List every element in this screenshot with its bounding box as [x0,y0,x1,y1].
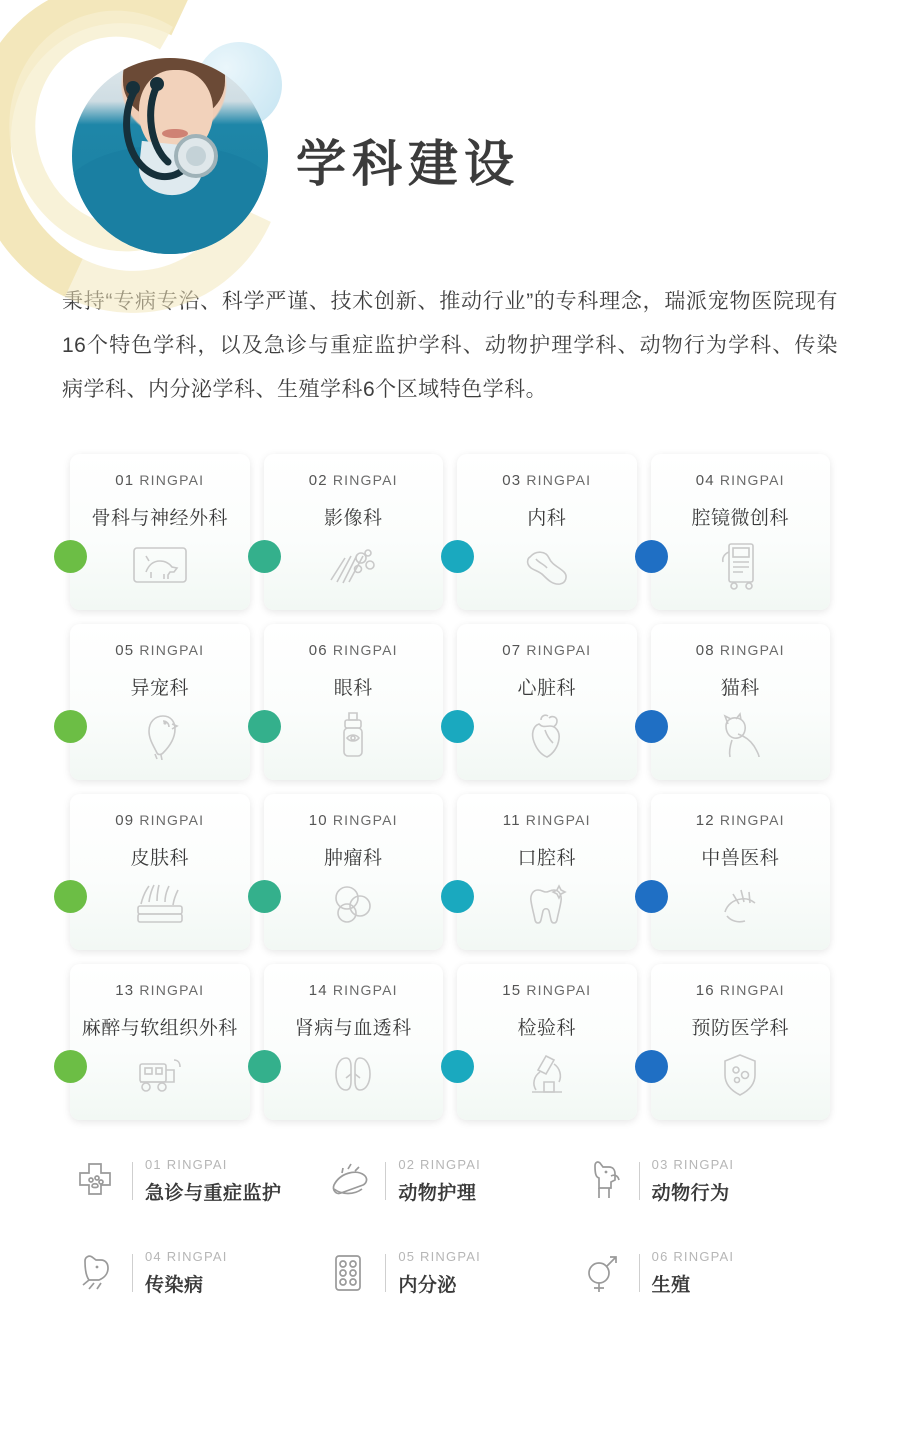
card-name: 预防医学科 [691,1018,789,1039]
card-number: 13 [115,982,135,999]
card-brand: RINGPAI [332,642,398,658]
department-card[interactable] [70,624,250,780]
acupuncture-hand-icon [651,878,831,932]
tumor-cells-icon [264,878,444,932]
regional-item[interactable] [577,1156,830,1206]
card-name: 内科 [527,508,567,529]
skin-layer-icon [70,878,250,932]
card-brand: RINGPAI [332,812,398,828]
card-name: 口腔科 [517,848,576,869]
card-code [457,472,637,489]
card-code [457,982,637,999]
card-name: 心脏科 [517,678,576,699]
card-code [651,472,831,489]
department-card[interactable] [264,624,444,780]
regional-specialty-list [70,1156,830,1298]
card-name: 异宠科 [130,678,189,699]
card-brand: RINGPAI [139,982,205,998]
regional-name: 急诊与重症监护 [145,1183,282,1204]
department-card[interactable] [70,454,250,610]
card-code [264,472,444,489]
card-number: 14 [308,982,328,999]
card-dot [441,540,474,573]
kidneys-icon [264,1048,444,1102]
card-code [457,812,637,829]
shield-virus-icon [651,1048,831,1102]
eye-drops-icon [264,708,444,762]
card-brand: RINGPAI [332,982,398,998]
regional-name: 动物行为 [651,1183,730,1204]
card-number: 03 [502,472,522,489]
dog-xray-icon [70,538,250,592]
card-brand: RINGPAI [719,642,785,658]
card-number: 11 [502,812,521,829]
card-number: 10 [308,812,328,829]
divider [132,1162,133,1200]
card-code [70,982,250,999]
stethoscope-icon [72,58,268,254]
card-code [70,472,250,489]
card-name: 肾病与血透科 [294,1018,412,1039]
department-card-grid [70,454,830,1120]
regional-code: 05 RINGPAI [398,1249,481,1264]
regional-item[interactable] [323,1248,576,1298]
card-number: 15 [502,982,522,999]
anesthesia-machine-icon [70,1048,250,1102]
regional-name: 内分泌 [398,1275,457,1296]
regional-name: 动物护理 [398,1183,477,1204]
card-name: 骨科与神经外科 [91,508,228,529]
card-brand: RINGPAI [526,642,592,658]
card-number: 06 [308,642,328,659]
card-dot [635,540,668,573]
card-number: 08 [695,642,715,659]
regional-name: 生殖 [651,1275,691,1296]
card-brand: RINGPAI [526,982,592,998]
card-dot [54,710,87,743]
regional-item[interactable] [323,1156,576,1206]
card-brand: RINGPAI [139,642,205,658]
intro-paragraph: 秉持“专病专治、科学严谨、技术创新、推动行业”的专科理念，瑞派宠物医院现有16个特色学科，以及急诊与重症监护学科、动物护理学科、动物行为学科、传染病学科、内分泌学科、生殖学科6个区域特色学科。 [62,290,838,401]
card-number: 04 [695,472,715,489]
reproduction-symbol-icon [577,1248,627,1298]
department-card[interactable] [264,964,444,1120]
emergency-cross-paw-icon [70,1156,120,1206]
card-code [264,642,444,659]
divider [385,1254,386,1292]
endoscopy-cart-icon [651,538,831,592]
card-name: 腔镜微创科 [691,508,789,529]
card-dot [635,710,668,743]
card-dot [441,1050,474,1083]
card-dot [635,1050,668,1083]
microscope-icon [457,1048,637,1102]
dog-behavior-icon [577,1156,627,1206]
veterinarian-photo [72,58,268,254]
card-code [651,812,831,829]
card-number: 12 [695,812,715,829]
department-card[interactable] [651,964,831,1120]
card-dot [441,710,474,743]
card-dot [248,1050,281,1083]
regional-code: 02 RINGPAI [398,1157,481,1172]
department-card[interactable] [651,794,831,950]
card-dot [248,710,281,743]
divider [639,1162,640,1200]
regional-code: 04 RINGPAI [145,1249,228,1264]
card-number: 16 [695,982,715,999]
card-dot [248,540,281,573]
card-code [264,982,444,999]
card-brand: RINGPAI [332,472,398,488]
card-dot [54,880,87,913]
card-code [70,812,250,829]
card-code [651,642,831,659]
internal-organ-icon [457,538,637,592]
department-card[interactable] [264,794,444,950]
department-card[interactable] [457,964,637,1120]
department-card[interactable] [70,964,250,1120]
imaging-scan-icon [264,538,444,592]
divider [132,1254,133,1292]
card-name: 眼科 [333,678,373,699]
card-name: 肿瘤科 [323,848,383,869]
card-brand: RINGPAI [719,472,785,488]
card-brand: RINGPAI [139,812,205,828]
card-code [457,642,637,659]
page-header [0,0,900,270]
department-card[interactable] [70,794,250,950]
department-card[interactable] [457,794,637,950]
page-title: 学科建设 [296,136,520,192]
card-code [70,642,250,659]
department-card[interactable] [457,624,637,780]
divider [385,1162,386,1200]
department-card[interactable] [457,454,637,610]
card-dot [635,880,668,913]
regional-item[interactable] [577,1248,830,1298]
grooming-hand-icon [323,1156,373,1206]
regional-code: 01 RINGPAI [145,1157,228,1172]
card-dot [441,880,474,913]
card-name: 麻醉与软组织外科 [81,1018,238,1039]
divider [639,1254,640,1292]
card-brand: RINGPAI [526,472,592,488]
regional-item[interactable] [70,1248,323,1298]
regional-code: 03 RINGPAI [651,1157,735,1172]
department-card[interactable] [651,454,831,610]
parrot-icon [70,708,250,762]
card-name: 中兽医科 [701,848,780,869]
card-name: 影像科 [323,508,383,529]
regional-item[interactable] [70,1156,323,1206]
card-code [651,982,831,999]
tooth-icon [457,878,637,932]
card-name: 猫科 [720,678,760,699]
card-brand: RINGPAI [719,812,785,828]
card-number: 05 [115,642,135,659]
card-dot [54,1050,87,1083]
regional-name: 传染病 [145,1275,204,1296]
card-number: 09 [115,812,135,829]
card-brand: RINGPAI [139,472,205,488]
card-number: 07 [502,642,522,659]
heart-anatomy-icon [457,708,637,762]
department-card[interactable] [264,454,444,610]
cat-icon [651,708,831,762]
endocrine-pills-icon [323,1248,373,1298]
card-name: 检验科 [517,1018,576,1039]
card-brand: RINGPAI [719,982,785,998]
card-number: 01 [115,472,135,489]
card-brand: RINGPAI [525,812,591,828]
card-code [264,812,444,829]
card-dot [54,540,87,573]
card-dot [248,880,281,913]
infectious-disease-icon [70,1248,120,1298]
card-name: 皮肤科 [130,848,189,869]
regional-code: 06 RINGPAI [651,1249,735,1264]
department-card[interactable] [651,624,831,780]
card-number: 02 [308,472,328,489]
